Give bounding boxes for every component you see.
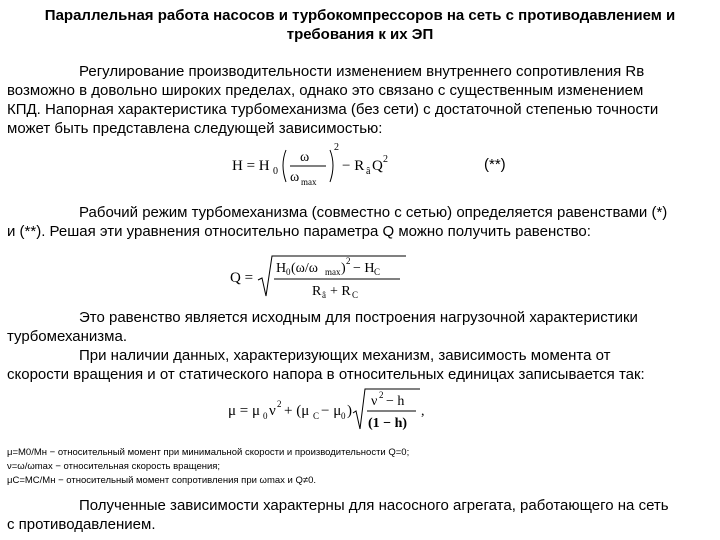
paragraph-line: турбомеханизма. (7, 328, 128, 345)
eq3-v: ν (269, 403, 276, 419)
eq3-c-sub: C (313, 411, 320, 421)
eq3-sub: 0 (263, 411, 268, 421)
definition-line: ν=ω/ωmax − относительная скорость вращения; (7, 461, 221, 472)
formula-head-characteristic (230, 138, 410, 188)
paragraph-load-characteristic (7, 308, 710, 384)
eq2-den-b-sub: C (352, 290, 359, 300)
eq3-close: ) (347, 403, 352, 419)
title-line-2: требования к их ЭП (286, 26, 434, 43)
eq2-den-b: + R (330, 284, 351, 299)
formula-flow-rate (228, 252, 408, 304)
paragraph-line: возможно в довольно широких пределах, однако это связано с существенным изменением (7, 82, 644, 99)
paragraph-line: Рабочий режим турбомеханизма (совместно с сетью) определяется равенствами (*) (79, 204, 668, 221)
eq1-tail: − R (342, 158, 365, 174)
eq1-tail-sub: â (366, 166, 371, 177)
eq1-lhs: H = H (232, 158, 270, 174)
eq2-num-c: ) (341, 261, 346, 276)
eq3-exp: 2 (277, 399, 282, 409)
definition-line: μC=MC/Mн − относительный момент сопротивления при ωmax и Q≠0. (7, 475, 317, 486)
eq1-den: ω (290, 170, 300, 185)
eq3-minus: − μ (321, 403, 342, 419)
paragraph-line: Это равенство является исходным для построения нагрузочной характеристики (79, 309, 638, 326)
eq3-comma: , (421, 404, 425, 419)
paragraph-line: может быть представлена следующей зависимостью: (7, 120, 383, 137)
equation-number: (**) (484, 156, 506, 173)
paragraph-conclusion (7, 496, 710, 534)
eq2-num-b-sub: max (325, 267, 341, 277)
eq1-right-paren (330, 150, 333, 182)
title-line-1: Параллельная работа насосов и турбокомпрессоров на сеть с противодавлением и (44, 7, 676, 24)
eq1-left-paren (283, 150, 286, 182)
eq1-den-sub: max (301, 177, 317, 187)
paragraph-line: с противодавлением. (7, 516, 156, 533)
eq1-sub: 0 (273, 166, 278, 177)
eq2-den-a-sub: â (322, 290, 326, 300)
eq2-num-a: H (276, 261, 287, 276)
eq2-num-d-sub: C (374, 267, 381, 277)
paragraph-line: Полученные зависимости характерны для насосного агрегата, работающего на сеть (79, 497, 669, 514)
eq3-num-tail: − h (386, 394, 405, 409)
eq3-num: ν (371, 394, 378, 409)
eq2-den-a: R (312, 284, 322, 299)
paragraph-line: Регулирование производительности изменением внутреннего сопротивления Rв (79, 63, 645, 80)
paragraph-line: и (**). Решая эти уравнения относительно параметра Q можно получить равенство: (7, 223, 591, 240)
eq2-num-exp: 2 (346, 256, 351, 266)
eq1-q: Q (372, 158, 383, 174)
eq3-lhs: μ = μ (228, 403, 261, 419)
eq3-num-exp: 2 (379, 390, 384, 400)
eq2-num-d: − H (353, 261, 375, 276)
paragraph-line: При наличии данных, характеризующих механизм, зависимость момента от (79, 347, 611, 364)
eq1-num: ω (300, 150, 310, 165)
paragraph-line: скорости вращения и от статического напора в относительных единицах записывается так: (7, 366, 645, 383)
eq1-exp: 2 (334, 142, 339, 153)
definition-line: μ=M0/Mн − относительный момент при минимальной скорости и производительности Q=0; (7, 447, 410, 458)
eq1-q-exp: 2 (383, 154, 388, 165)
eq3-plus: + (μ (284, 403, 310, 419)
eq3-den: (1 − h) (368, 416, 408, 431)
paragraph-operating-mode (7, 203, 710, 241)
paragraph-line: КПД. Напорная характеристика турбомеханизма (без сети) с достаточной степенью точности (7, 101, 659, 118)
eq2-num-b: (ω/ω (291, 261, 318, 276)
page-title (10, 6, 710, 44)
eq2-num-a-sub: 0 (286, 267, 291, 277)
paragraph-regulation (7, 62, 710, 138)
eq3-sub0b: 0 (341, 411, 346, 421)
eq2-lhs: Q = (230, 270, 254, 286)
formula-relative-moment (226, 385, 426, 435)
